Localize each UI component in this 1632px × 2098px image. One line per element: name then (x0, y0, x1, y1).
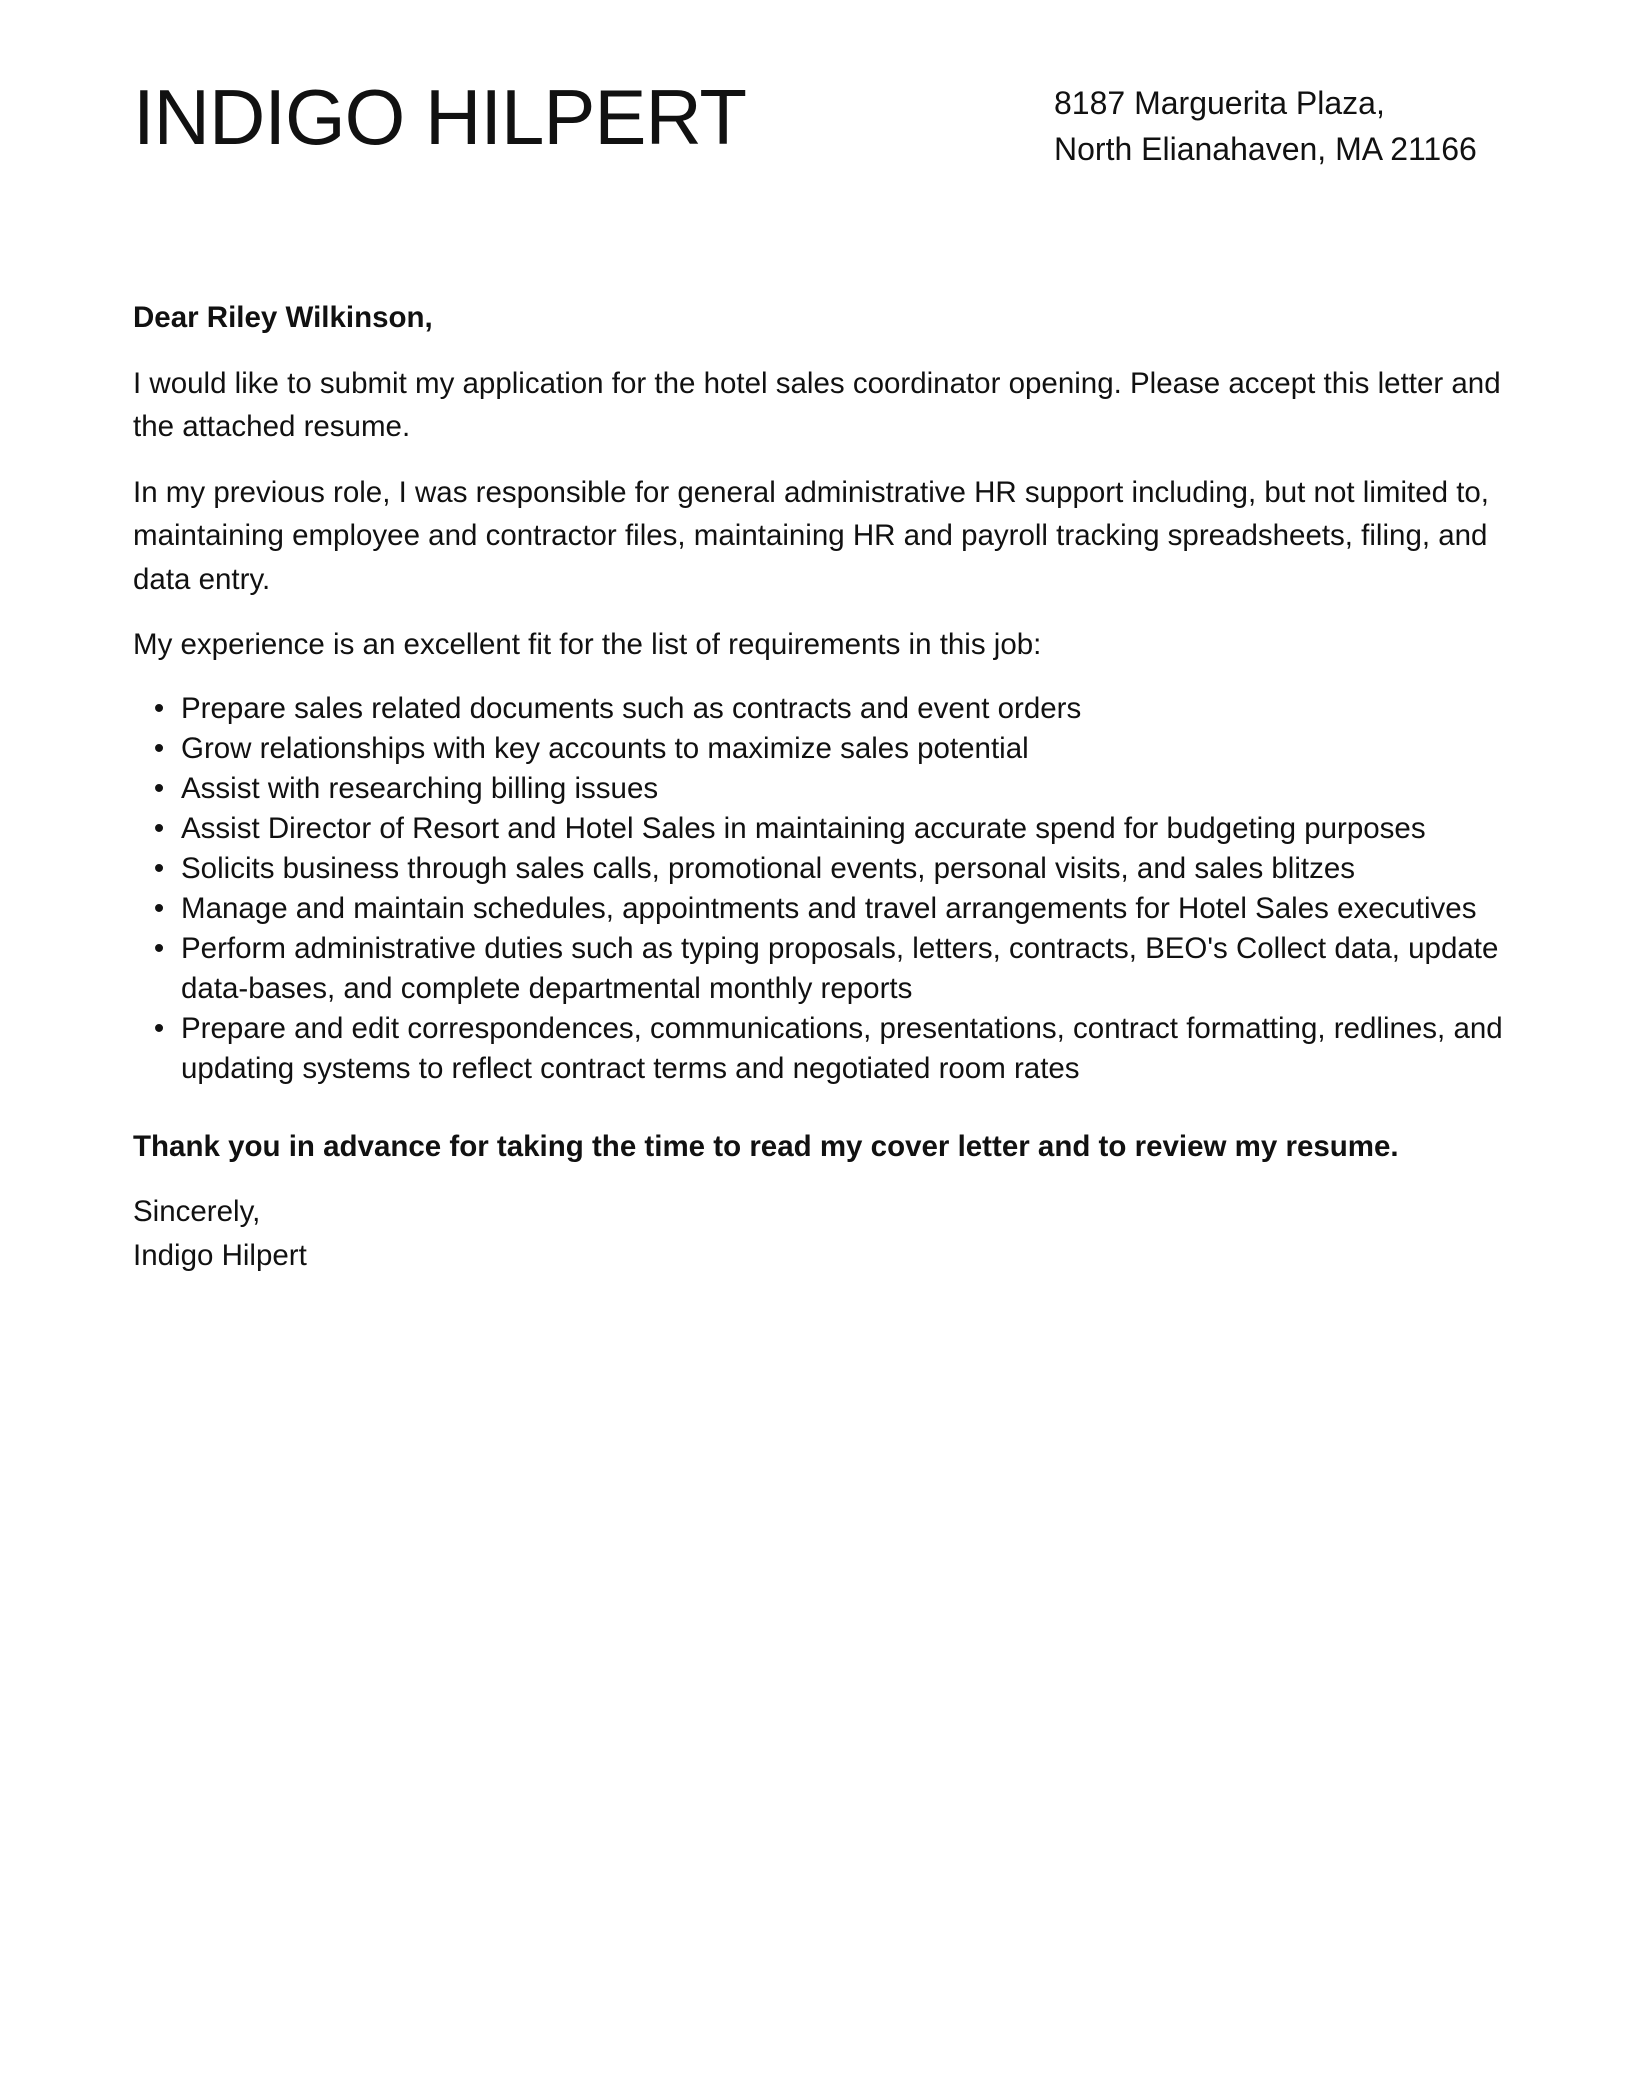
list-item (153, 849, 1503, 889)
signature-name: Indigo Hilpert (133, 1238, 307, 1272)
list-item-text: Solicits business through sales calls, promotional events, personal visits, and sales blitzes (181, 851, 1356, 885)
bullet-icon: • (153, 1011, 165, 1045)
list-item-text: Prepare sales related documents such as contracts and event orders (181, 691, 1082, 725)
list-item (153, 809, 1503, 849)
bullet-icon: • (153, 691, 165, 725)
list-item-text: Prepare and edit correspondences, communications, presentations, contract formatting, redlines, and updating systems to reflect contract terms and negotiated room rates (181, 1011, 1503, 1085)
list-item-text: Manage and maintain schedules, appointments and travel arrangements for Hotel Sales executives (181, 891, 1477, 925)
intro-paragraph: I would like to submit my application for the hotel sales coordinator opening. Please accept this letter and the attached resume. (133, 366, 1501, 443)
list-item (153, 1009, 1503, 1089)
bullet-icon: • (153, 851, 165, 885)
list-item-text: Perform administrative duties such as typing proposals, letters, contracts, BEO's Collect data, update data-bases, and complete departmental monthly reports (181, 931, 1499, 1005)
bullet-icon: • (153, 931, 165, 965)
signoff: Sincerely, (133, 1195, 261, 1228)
list-item (153, 889, 1503, 929)
applicant-address (1054, 80, 1477, 172)
closing-paragraph: Thank you in advance for taking the time to read my cover letter and to review my resume. (133, 1129, 1399, 1163)
list-item-text: Assist with researching billing issues (181, 771, 659, 805)
signoff-block (133, 1190, 1503, 1277)
list-item-text: Grow relationships with key accounts to maximize sales potential (181, 731, 1029, 765)
letter-body (133, 296, 1503, 1277)
bullet-icon: • (153, 771, 165, 805)
bullet-icon: • (153, 811, 165, 845)
applicant-name: INDIGO HILPERT (133, 73, 747, 161)
address-line-2: North Elianahaven, MA 21166 (1054, 131, 1477, 167)
salutation: Dear Riley Wilkinson, (133, 301, 433, 334)
experience-paragraph: In my previous role, I was responsible for general administrative HR support including, but not limited to, maintaining employee and contractor files, maintaining HR and payroll tracking spreadsheets, filing, and data entry. (133, 475, 1490, 596)
list-item (153, 689, 1503, 729)
bullet-icon: • (153, 731, 165, 765)
list-item-text: Assist Director of Resort and Hotel Sales in maintaining accurate spend for budgeting purposes (181, 811, 1426, 845)
list-item (153, 929, 1503, 1009)
address-line-1: 8187 Marguerita Plaza, (1054, 85, 1385, 121)
list-item (153, 769, 1503, 809)
bullet-icon: • (153, 891, 165, 925)
list-item (153, 729, 1503, 769)
requirements-list (133, 689, 1503, 1089)
requirements-intro: My experience is an excellent fit for the list of requirements in this job: (133, 628, 1042, 661)
